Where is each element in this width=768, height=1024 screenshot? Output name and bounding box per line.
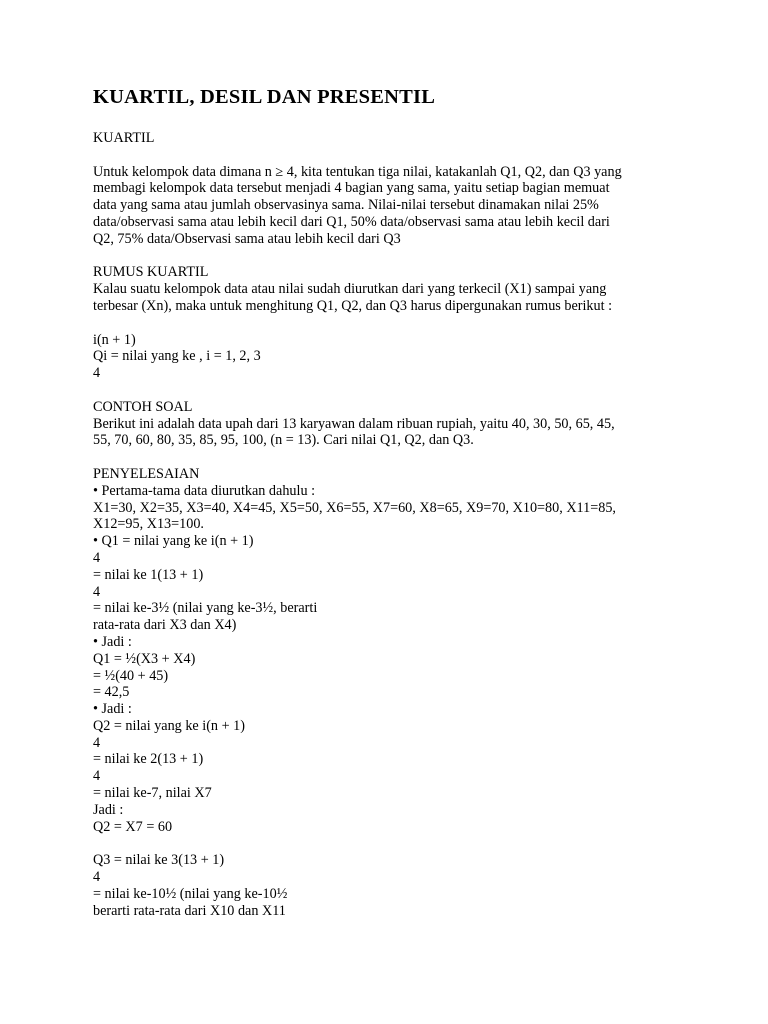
text-line: 4 [93,869,101,886]
text-line: 4 [93,734,101,751]
text-line: Q2 = X7 = 60 [93,818,173,835]
text-line: 4 [93,583,101,600]
text-line: = nilai ke 1(13 + 1) [93,566,204,583]
document-body [93,130,693,919]
text-line: rata-rata dari X3 dan X4) [93,617,237,634]
paragraph [93,852,693,919]
text-line: data/observasi sama atau lebih kecil dari Q1, 50% data/observasi sama atau lebih kecil dari [93,213,610,230]
text-line: • Q1 = nilai yang ke i(n + 1) [93,533,254,550]
text-line: Q1 = ½(X3 + X4) [93,650,196,667]
text-line: Q2 = nilai yang ke i(n + 1) [93,717,245,734]
text-line: terbesar (Xn), maka untuk menghitung Q1, Q2, dan Q3 harus dipergunakan rumus berikut : [93,297,613,314]
paragraph-gap [93,449,693,466]
text-line: • Jadi : [93,701,132,718]
text-line: data yang sama atau jumlah observasinya sama. Nilai-nilai tersebut dinamakan nilai 25% [93,197,599,214]
paragraph-gap [93,382,693,399]
text-line: • Jadi : [93,633,132,650]
document-title: KUARTIL, DESIL DAN PRESENTIL [93,86,436,108]
paragraph-gap [93,248,693,265]
paragraph [93,130,693,147]
text-line: Qi = nilai yang ke , i = 1, 2, 3 [93,348,261,365]
text-line: • Pertama-tama data diurutkan dahulu : [93,482,316,499]
text-line: 4 [93,549,101,566]
text-line: i(n + 1) [93,331,136,348]
text-line: = nilai ke-3½ (nilai yang ke-3½, berarti [93,600,318,617]
text-line: X1=30, X2=35, X3=40, X4=45, X5=50, X6=55, X7=60, X8=65, X9=70, X10=80, X11=85, [93,499,616,516]
paragraph [93,399,693,449]
text-line: Untuk kelompok data dimana n ≥ 4, kita tentukan tiga nilai, katakanlah Q1, Q2, dan Q3 yang [93,163,622,180]
text-line: = nilai ke 2(13 + 1) [93,751,204,768]
paragraph-gap [93,835,693,852]
text-line: RUMUS KUARTIL [93,264,209,281]
text-line: Kalau suatu kelompok data atau nilai sudah diurutkan dari yang terkecil (X1) sampai yang [93,281,607,298]
paragraph [93,466,693,836]
text-line: PENYELESAIAN [93,465,200,482]
text-line: KUARTIL [93,130,155,146]
text-line: 55, 70, 60, 80, 35, 85, 95, 100, (n = 13). Cari nilai Q1, Q2, dan Q3. [93,432,474,449]
paragraph [93,164,693,248]
paragraph [93,332,693,382]
text-line: Q3 = nilai ke 3(13 + 1) [93,852,225,869]
text-line: membagi kelompok data tersebut menjadi 4 bagian yang sama, yaitu setiap bagian memuat [93,180,610,197]
text-line: 4 [93,768,101,785]
text-line: Jadi : [93,801,124,818]
text-line: berarti rata-rata dari X10 dan X11 [93,902,286,919]
text-line: 4 [93,365,101,382]
paragraph-gap [93,315,693,332]
text-line: = nilai ke-7, nilai X7 [93,785,212,802]
text-line: = ½(40 + 45) [93,667,169,684]
text-line: CONTOH SOAL [93,398,193,415]
text-line: Q2, 75% data/Observasi sama atau lebih kecil dari Q3 [93,230,401,247]
paragraph-gap [93,147,693,164]
text-line: Berikut ini adalah data upah dari 13 karyawan dalam ribuan rupiah, yaitu 40, 30, 50, 65, 45, [93,415,615,432]
text-line: X12=95, X13=100. [93,516,204,533]
text-line: = 42,5 [93,684,130,701]
text-line: = nilai ke-10½ (nilai yang ke-10½ [93,885,288,902]
paragraph [93,264,693,314]
